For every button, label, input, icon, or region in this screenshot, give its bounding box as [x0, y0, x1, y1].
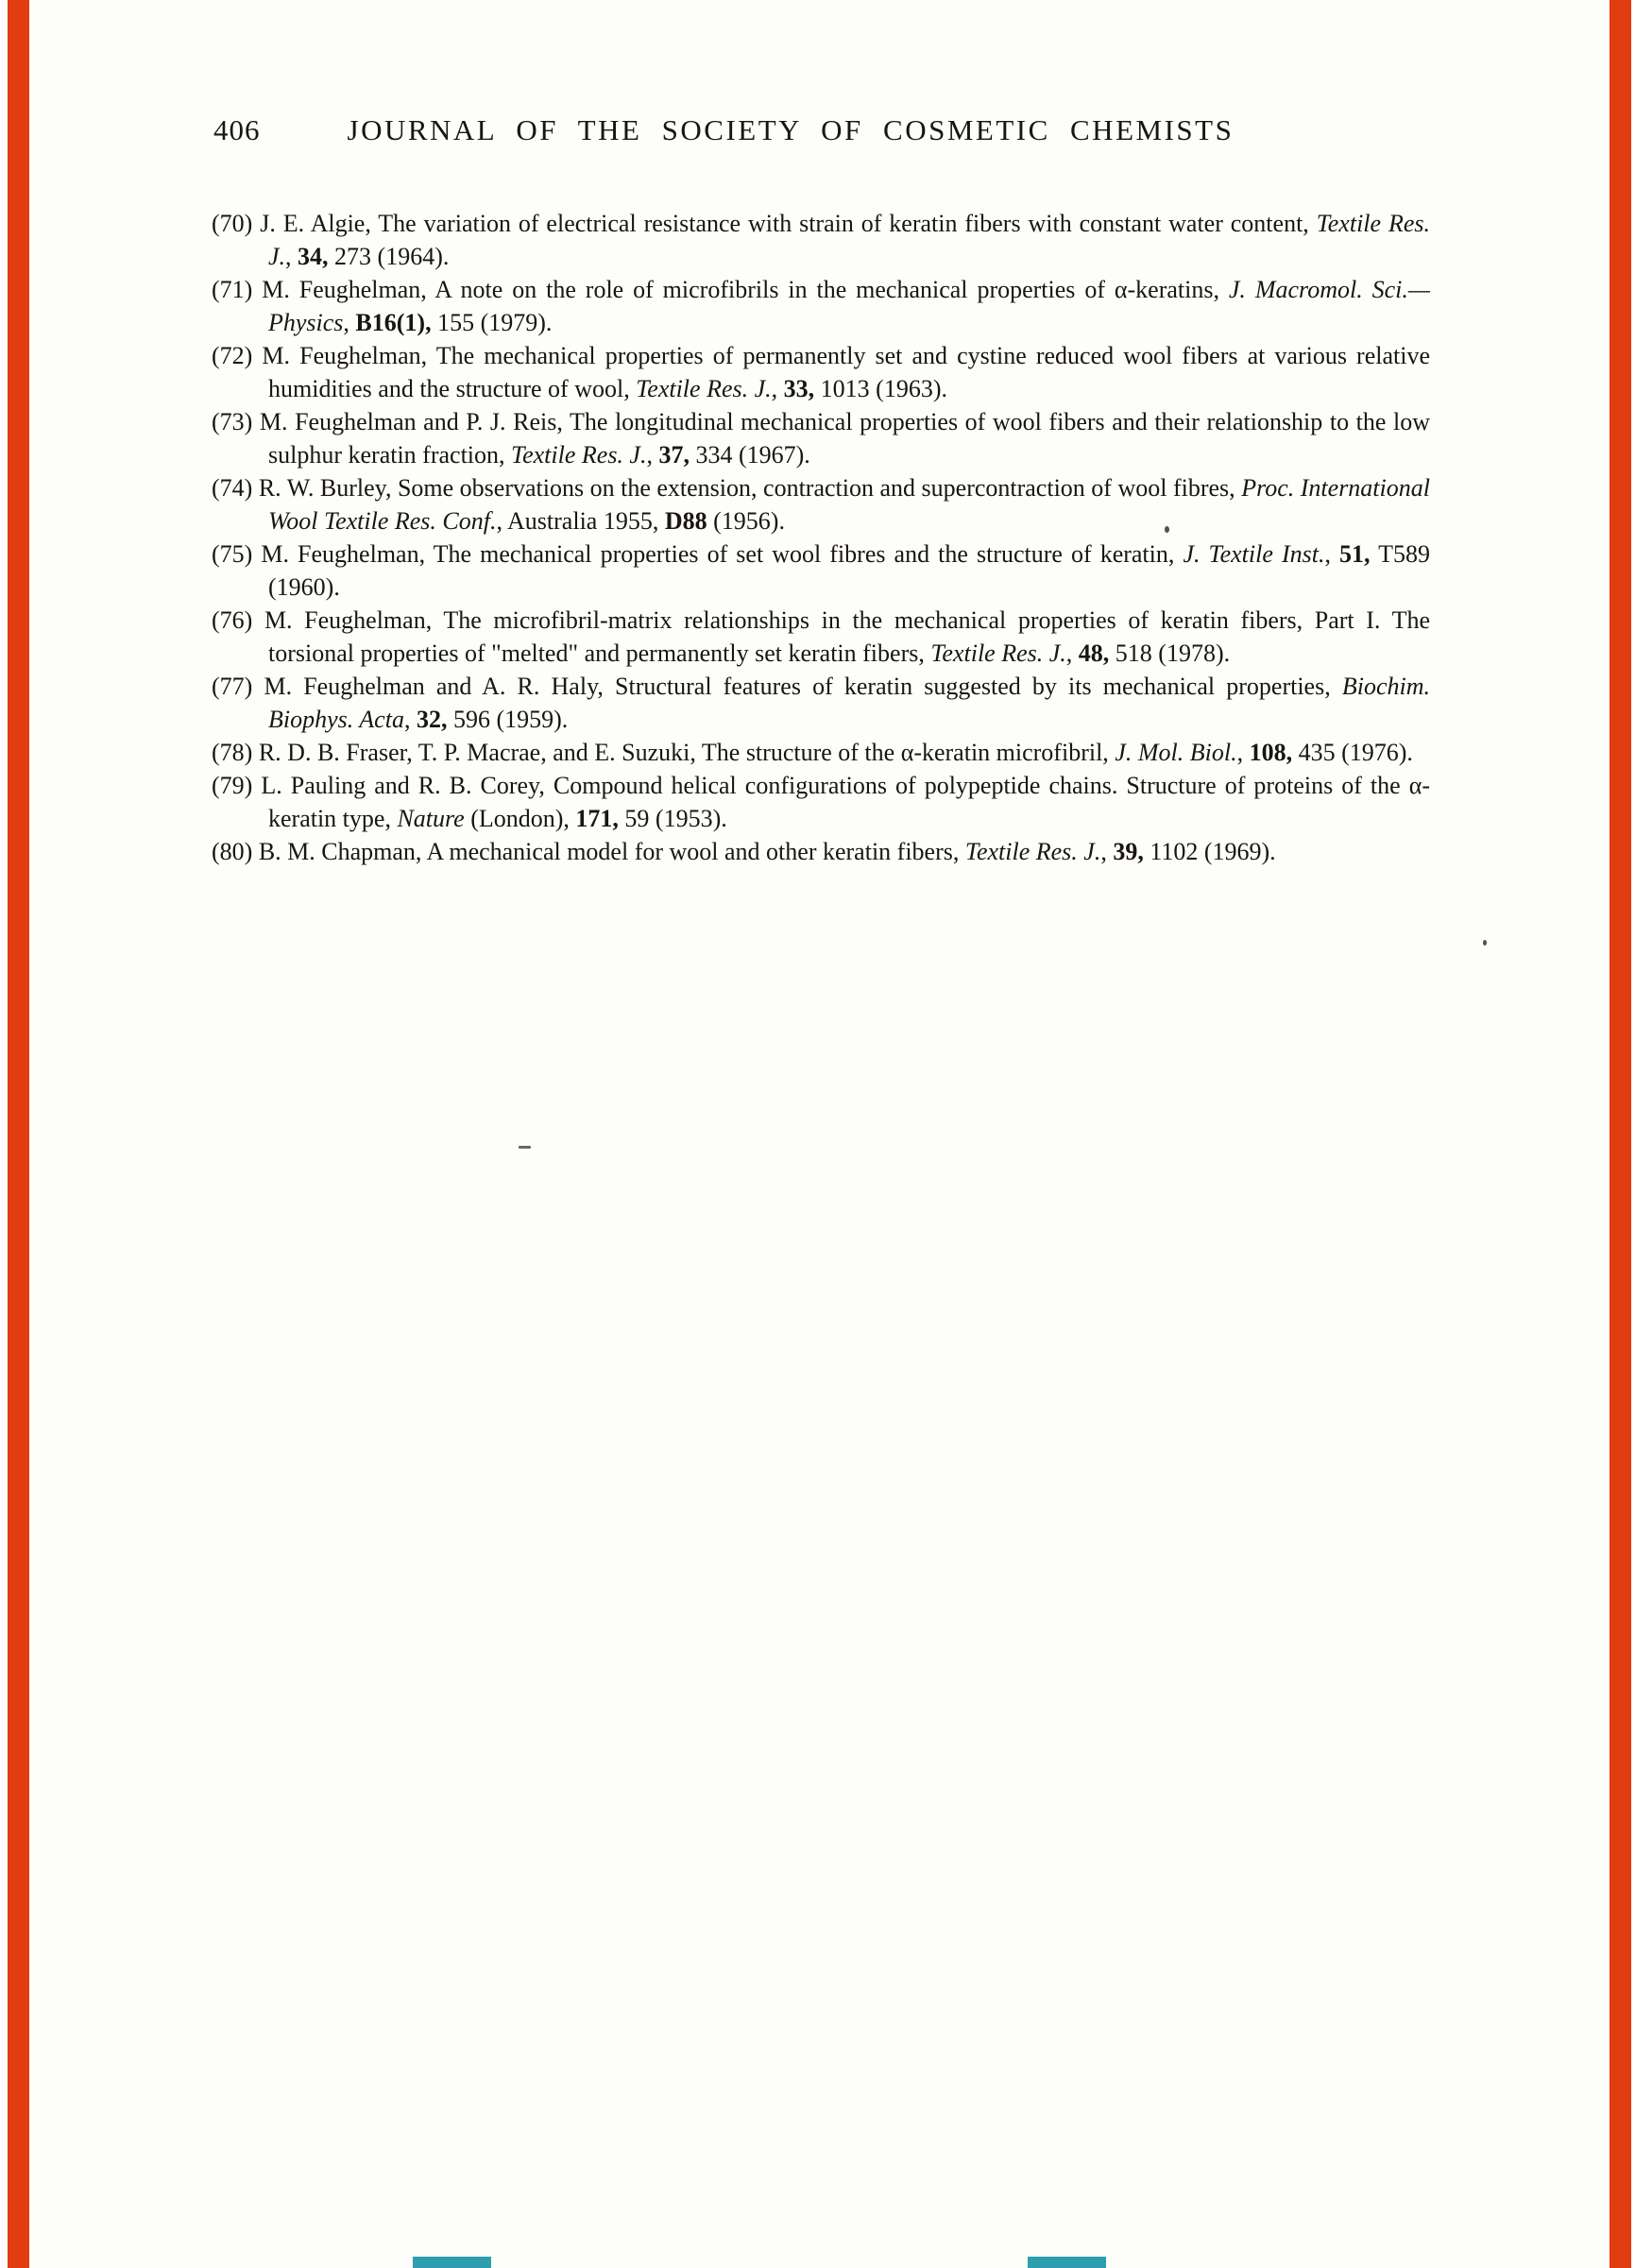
scan-speck — [1483, 940, 1487, 946]
reference-text-segment: J. Mol. Biol. — [1115, 739, 1237, 766]
reference-text-segment: M. Feughelman, The mechanical properties of set wool fibres and the structure of keratin, — [261, 540, 1184, 568]
reference-text-segment: M. Feughelman, The microfibril-matrix relationships in the mechanical properties of keratin fibers, Part I. The torsional properties of "melted" and permanently set keratin fibers, — [264, 606, 1430, 667]
reference-text-segment: 273 (1964). — [328, 243, 450, 270]
reference-text-segment: , Australia 1955, — [496, 507, 665, 535]
reference-text-segment: R. D. B. Fraser, T. P. Macrae, and E. Suzuki, The structure of the α-keratin microfibril, — [258, 739, 1116, 766]
reference-number: (71) — [212, 276, 263, 303]
reference-text-segment: 32, — [416, 706, 448, 733]
reference-list — [212, 207, 1430, 868]
reference-item — [212, 273, 1430, 339]
reference-text-segment: J. E. Algie, The variation of electrical resistance with strain of keratin fibers with constant water content, — [260, 210, 1317, 237]
reference-text-segment: 37, — [658, 441, 690, 469]
page-header — [213, 113, 1234, 147]
reference-text-segment: , — [1100, 838, 1114, 865]
reference-text-segment: R. W. Burley, Some observations on the extension, contraction and supercontraction of wool fibres, — [258, 474, 1242, 502]
reference-text-segment: , — [1065, 639, 1079, 667]
reference-item — [212, 339, 1430, 405]
scan-edge-bar-left — [8, 0, 29, 2268]
scan-speck — [519, 1146, 531, 1149]
reference-item — [212, 405, 1430, 471]
reference-text-segment: 48, — [1078, 639, 1110, 667]
reference-text-segment: (London), — [464, 805, 576, 832]
page-number: 406 — [213, 113, 261, 146]
scan-mark-bottom-left — [413, 2257, 491, 2268]
reference-text-segment: , — [1236, 739, 1250, 766]
reference-text-segment: Textile Res. J. — [511, 441, 647, 469]
scan-mark-bottom-right — [1028, 2257, 1106, 2268]
reference-text-segment: , — [771, 375, 784, 402]
reference-text-segment: Textile Res. J. — [930, 639, 1066, 667]
reference-number: (79) — [212, 772, 262, 799]
reference-text-segment: 1102 (1969). — [1143, 838, 1276, 865]
reference-text-segment: , — [646, 441, 659, 469]
reference-text-segment: J. Macromol. Sci.—Physics — [268, 276, 1430, 336]
reference-text-segment: M. Feughelman, A note on the role of microfibrils in the mechanical properties of α-keratins, — [262, 276, 1229, 303]
reference-number: (70) — [212, 210, 261, 237]
reference-text-segment: 155 (1979). — [431, 309, 553, 336]
reference-item — [212, 835, 1430, 868]
reference-text-segment: 34, — [298, 243, 329, 270]
reference-item — [212, 471, 1430, 537]
reference-text-segment: 334 (1967). — [689, 441, 810, 469]
reference-text-segment: M. Feughelman, The mechanical properties of permanently set and cystine reduced wool fibers at various relative humidities and the structure of wool, — [262, 342, 1430, 402]
reference-text-segment: 108, — [1249, 739, 1293, 766]
reference-text-segment: 33, — [783, 375, 815, 402]
reference-text-segment: 435 (1976). — [1292, 739, 1413, 766]
journal-title: JOURNAL OF THE SOCIETY OF COSMETIC CHEMISTS — [347, 113, 1235, 146]
reference-number: (77) — [212, 673, 264, 700]
reference-text-segment: M. Feughelman and A. R. Haly, Structural features of keratin suggested by its mechanical properties, — [264, 673, 1342, 700]
scan-speck — [1165, 526, 1169, 533]
reference-text-segment: Textile Res. J. — [268, 210, 1430, 270]
reference-text-segment: Biochim. Biophys. Acta — [268, 673, 1430, 733]
reference-number: (75) — [212, 540, 262, 568]
reference-item — [212, 207, 1430, 273]
reference-text-segment: T589 (1960). — [268, 540, 1430, 601]
reference-text-segment: 1013 (1963). — [814, 375, 947, 402]
reference-item — [212, 537, 1430, 604]
reference-item — [212, 604, 1430, 670]
reference-text-segment: Nature — [397, 805, 465, 832]
reference-text-segment: L. Pauling and R. B. Corey, Compound helical configurations of polypeptide chains. Structure of proteins of the α-keratin type, — [261, 772, 1430, 832]
reference-text-segment: J. Textile Inst. — [1183, 540, 1325, 568]
reference-text-segment: M. Feughelman and P. J. Reis, The longitudinal mechanical properties of wool fibers and their relationship to the low sulphur keratin fraction, — [259, 408, 1430, 469]
scan-edge-bar-right — [1609, 0, 1631, 2268]
reference-item — [212, 670, 1430, 736]
reference-text-segment: Proc. International Wool Textile Res. Conf. — [268, 474, 1430, 535]
reference-text-segment: , — [403, 706, 417, 733]
reference-number: (76) — [212, 606, 264, 634]
reference-item — [212, 769, 1430, 835]
reference-text-segment: B16(1), — [355, 309, 432, 336]
reference-text-segment: (1956). — [707, 507, 785, 535]
reference-number: (74) — [212, 474, 259, 502]
reference-text-segment: , — [343, 309, 356, 336]
reference-number: (78) — [212, 739, 259, 766]
reference-text-segment: B. M. Chapman, A mechanical model for wool and other keratin fibers, — [258, 838, 965, 865]
reference-text-segment: 596 (1959). — [447, 706, 569, 733]
reference-text-segment: , — [285, 243, 298, 270]
reference-number: (72) — [212, 342, 263, 369]
reference-item — [212, 736, 1430, 769]
reference-text-segment: 39, — [1113, 838, 1144, 865]
reference-text-segment: 171, — [575, 805, 619, 832]
reference-text-segment: , — [1324, 540, 1340, 568]
reference-number: (80) — [212, 838, 259, 865]
reference-number: (73) — [212, 408, 260, 435]
reference-text-segment: 518 (1978). — [1109, 639, 1231, 667]
reference-text-segment: 59 (1953). — [618, 805, 727, 832]
reference-text-segment: D88 — [664, 507, 707, 535]
reference-text-segment: 51, — [1339, 540, 1371, 568]
reference-text-segment: Textile Res. J. — [636, 375, 772, 402]
reference-text-segment: Textile Res. J. — [964, 838, 1101, 865]
